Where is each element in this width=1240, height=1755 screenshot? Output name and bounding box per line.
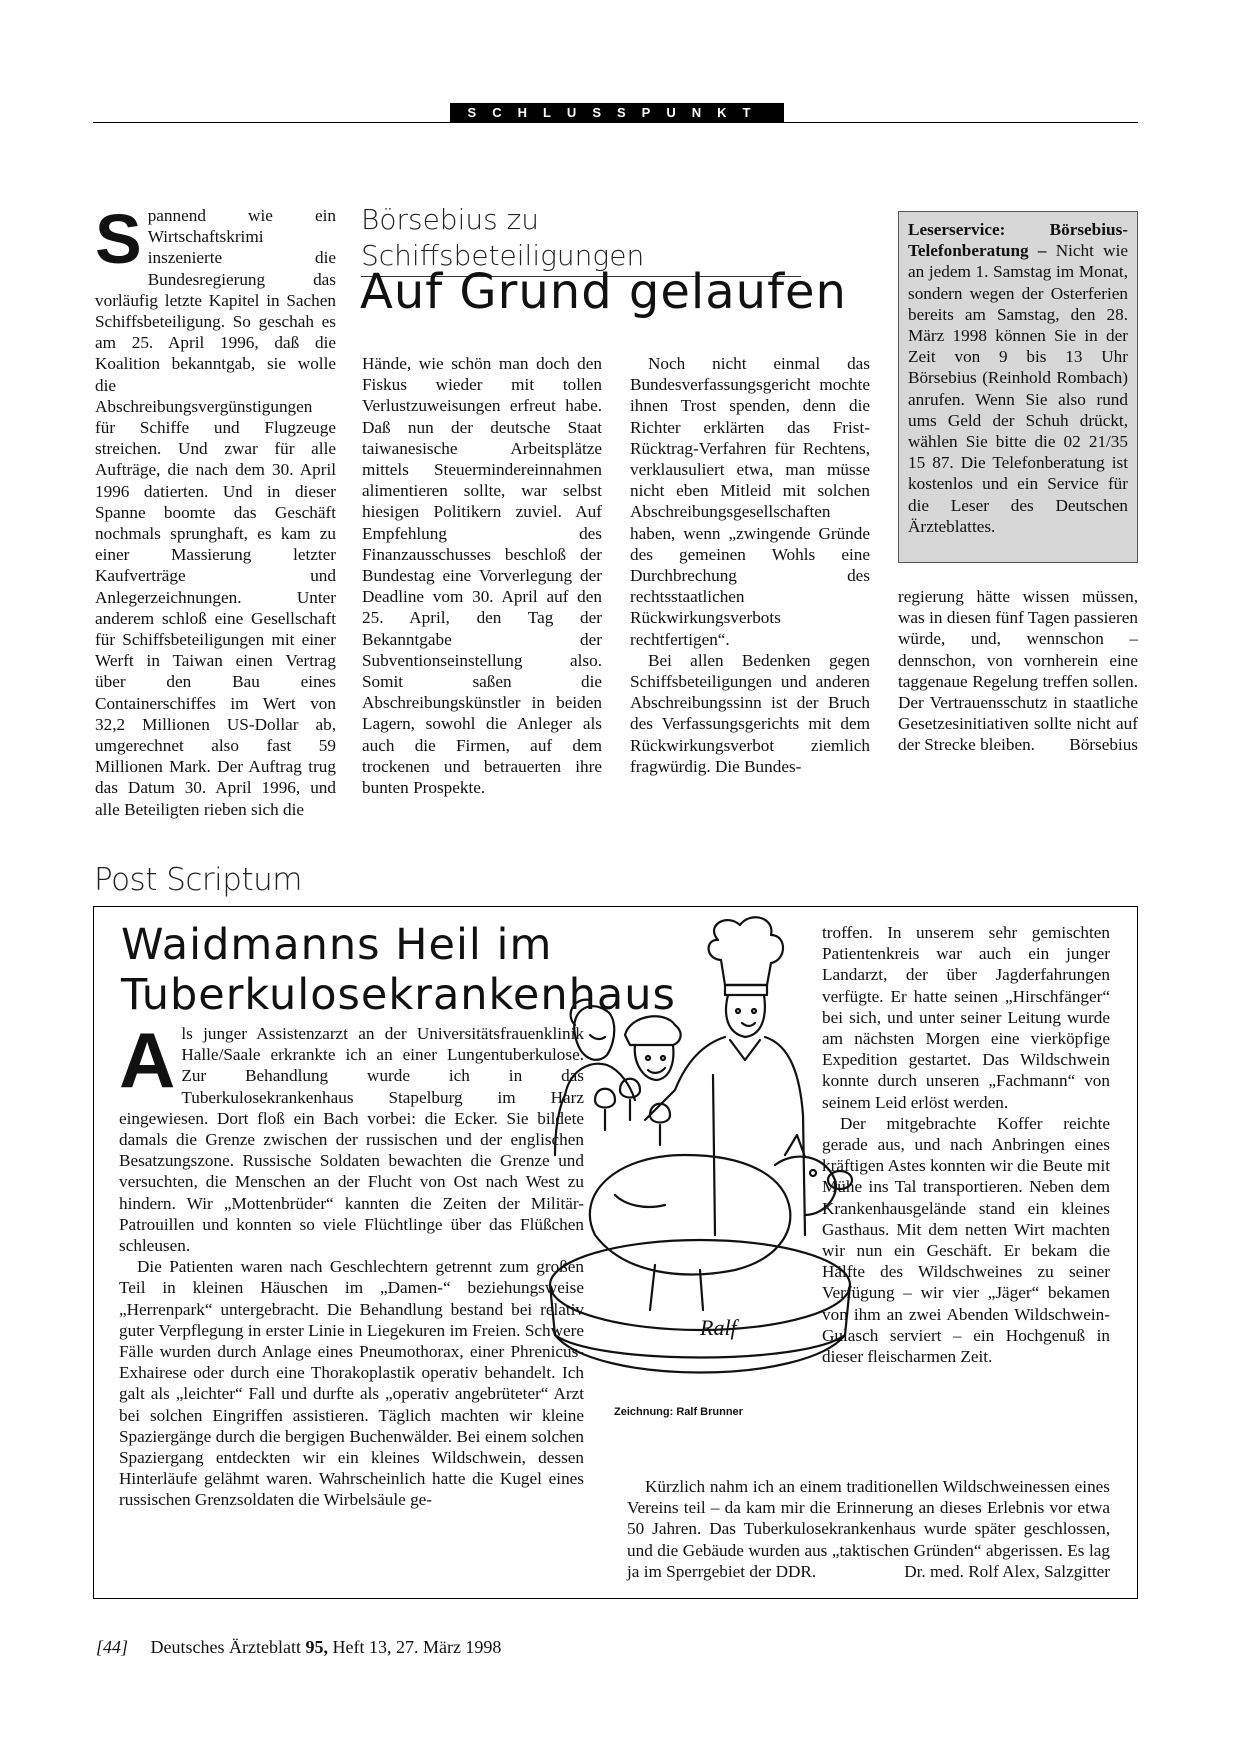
article2-right-paragraph-3: Kürzlich nahm ich an einem traditionellen Wildschweinessen eines Vereins teil – da kam mir die Erinnerung an dieses Erlebnis vor etwa 50 Jahren. Das Tuberkulosekrankenhaus wurde später geschlossen, und die Gebäude wurden aus „taktischen Gründen“ abgerissen. Es lag ja im Sperrgebiet der DDR. (627, 1477, 1110, 1581)
article2-author: Dr. med. Rolf Alex, Salzgitter (904, 1561, 1110, 1581)
article2-right-paragraph-2: Der mitgebrachte Koffer reichte gerade aus, und nach Anbringen eines kräftigen Astes konnten wir die Beute mit Mühe ins Tal transportieren. Neben dem Krankenhausgelände stand ein kleines Gasthaus. Mit dem netten Wirt machten wir nun ein Geschäft. Er bekam die Hälfte des Wildschweines zu seiner Verfügung – wir vier „Jäger“ bekamen von ihm an zwei Abenden Wildschwein-Gulasch serviert – ein Hochgenuß in dieser fleischarmen Zeit. (822, 1113, 1110, 1367)
article2-right-column-top (822, 922, 1110, 1367)
article1-column-4 (898, 586, 1138, 756)
illustration-credit: Zeichnung: Ralf Brunner (614, 1406, 743, 1418)
article1-col4-text: regierung hätte wissen müssen, was in diesen fünf Tagen passieren würde, und, wennschon – dennschon, von vornherein eine taggenaue Regelung treffen sollen. Der Vertrauensschutz in staatliche Gesetzesinitiativen sollte nicht auf der Strecke bleiben. (898, 587, 1138, 755)
article1-column-2 (362, 353, 602, 798)
page-number: [44] (96, 1637, 129, 1657)
article2-title-line-1: Waidmanns Heil im (121, 920, 553, 970)
article1-drop-cap: S (95, 200, 142, 278)
article2-left-paragraph-2: Die Patienten waren nach Geschlechtern getrennt zum großen Teil in kleinen Häuschen im „Damen-“ beziehungsweise „Herrenpark“ untergebracht. Die Behandlung bestand bei relativ guter Verpflegung in erster Linie in Liegekuren im Freien. Schwere Fälle wurden durch Anlage eines Pneumothorax, einer Phrenicus-Exhairese oder durch eine Thorakoplastik operativ behandelt. Ich galt als „leichter“ Fall und durfte als „operativ angebrüteter“ Arzt bei solchen Eingriffen assistieren. Täglich machten wir kleine Spaziergänge durch die bergigen Buchenwälder. Bei einem solchen Spaziergang entdeckten wir ein kleines Wildschwein, dessen Hinterläufe gelähmt waren. Wahrscheinlich hatte die Kugel eines russischen Grenzsoldaten die Wirbelsäule ge- (119, 1257, 584, 1510)
leserservice-text: Nicht wie an jedem 1. Samstag im Monat, sondern wegen der Osterferien bereits am Samstag, den 28. März 1998 können Sie in der Zeit von 9 bis 13 Uhr Börsebius (Reinhold Rombach) anrufen. Wenn Sie also rund ums Geld der Schuh drückt, wählen Sie bitte die 02 21/35 15 87. Die Telefonberatung ist kostenlos und ein Service für die Leser des Deutschen Ärzteblattes. (908, 241, 1128, 536)
article1-column-3 (630, 353, 870, 777)
article2-right-column-bottom (627, 1476, 1110, 1582)
article2-drop-cap: A (119, 1016, 176, 1104)
journal-volume: 95, (305, 1637, 328, 1657)
article1-column-1 (95, 200, 336, 820)
article2-left-column (119, 1016, 584, 1511)
journal-name: Deutsches Ärzteblatt (150, 1637, 301, 1657)
journal-issue: Heft 13, 27. März 1998 (332, 1637, 502, 1657)
article1-col2-text: Hände, wie schön man doch den Fiskus wieder mit tollen Verlustzuweisungen erfreut habe. Daß nun der deutsche Staat taiwanesische Arbeitsplätze mittels Steuermindereinnahmen alimentieren sollte, war selbst hiesigen Politikern zuviel. Auf Empfehlung des Finanzausschusses beschloß der Bundestag eine Vorverlegung der Deadline vom 30. April auf den 25. April, den Tag der Bekanntgabe der Subventionseinstellung also. Somit saßen die Abschreibungskünstler in beiden Lagern, sowohl die Anleger als auch die Firmen, auf dem trockenen und betrauerten ihre bunten Prospekte. (362, 354, 602, 798)
article1-col3-paragraph-2: Bei allen Bedenken gegen Schiffsbeteiligungen und anderen Abschreibungssinn ist der Bruch des Verfassungsgerichts mit dem Rückwirkungsverbot ziemlich fragwürdig. Die Bundes- (630, 650, 870, 776)
post-scriptum-label: Post Scriptum (94, 862, 302, 898)
section-kicker: SCHLUSSPUNKT (450, 103, 784, 123)
article2-right-paragraph-1: troffen. In unserem sehr gemischten Patientenkreis war auch ein junger Landarzt, der über Jagderfahrungen verfügte. Er hatte seinen „Hirschfänger“ bei sich, und unter seiner Leitung wurde am nächsten Morgen eine vierköpfige Expedition gestartet. Das Wildschwein konnte durch unseren „Fachmann“ von seinem Leid erlöst werden. (822, 923, 1110, 1112)
leserservice-box (898, 211, 1138, 563)
article1-signature: Börsebius (1069, 735, 1138, 755)
article2-title-line-2: Tuberkulosekrankenhaus (121, 970, 676, 1020)
page-footer (96, 1637, 501, 1658)
article1-subtitle: Börsebius zu Schiffsbeteiligungen (361, 202, 801, 277)
article1-col3-paragraph-1: Noch nicht einmal das Bundesverfassungsgericht mochte ihnen Trost spenden, denn die Richter erklärten das Frist-Rücktrag-Verfahren für Rechtens, verklausuliert etwa, man müsse nicht eben Mitleid mit solchen Abschreibungsgesellschaften haben, wenn „zwingende Gründe des gemeinen Wohls eine Durchbrechung des rechtsstaatlichen Rückwirkungsverbots rechtfertigen“. (630, 354, 870, 649)
article1-title: Auf Grund gelaufen (360, 264, 847, 320)
illustration-signature: Ralf (700, 1315, 737, 1340)
article1-col1-text: pannend wie ein Wirtschaftskrimi inszenierte die Bundesregierung das vorläufig letzte Kapitel in Sachen Schiffsbeteiligung. So geschah es am 25. April 1996, daß die Koalition bekanntgab, sie wolle die Abschreibungsvergünstigungen für Schiffe und Flugzeuge streichen. Und zwar für alle Aufträge, die nach dem 30. April 1996 datierten. Und in dieser Spanne boomte das Geschäft nochmals sprunghaft, es kam zu einer Massierung letzter Kaufverträge und Anlegerzeichnungen. Unter anderem schloß eine Gesellschaft für Schiffsbeteiligungen mit einer Werft in Taiwan einen Vertrag über den Bau eines Containerschiffes im Wert von 32,2 Millionen US-Dollar ab, umgerechnet also fast 59 Millionen Mark. Der Auftrag trug das Datum 30. April 1996, und alle Beteiligten rieben sich die (95, 206, 336, 819)
article2-left-paragraph-1: ls junger Assistenzarzt an der Universitätsfrauenklinik Halle/Saale erkrankte ich an einer Lungentuberkulose. Zur Behandlung wurde ich in das Tuberkulosekrankenhaus Stapelburg im Harz eingewiesen. Dort floß ein Bach vorbei: die Ecker. Sie bildete damals die Grenze zwischen der russischen und der englischen Besatzungszone. Russische Soldaten bewachten die Grenze und versuchten, die Menschen an der Flucht von Ost nach West zu hindern. Wir „Mottenbrüder“ kannten die Zeiten der Militär-Patrouillen und konnten so viele Flüchtlinge über das Flüßchen schleusen. (119, 1024, 584, 1256)
leserservice-title: Leserservice: Börsebius-Telefonberatung – (908, 220, 1128, 261)
